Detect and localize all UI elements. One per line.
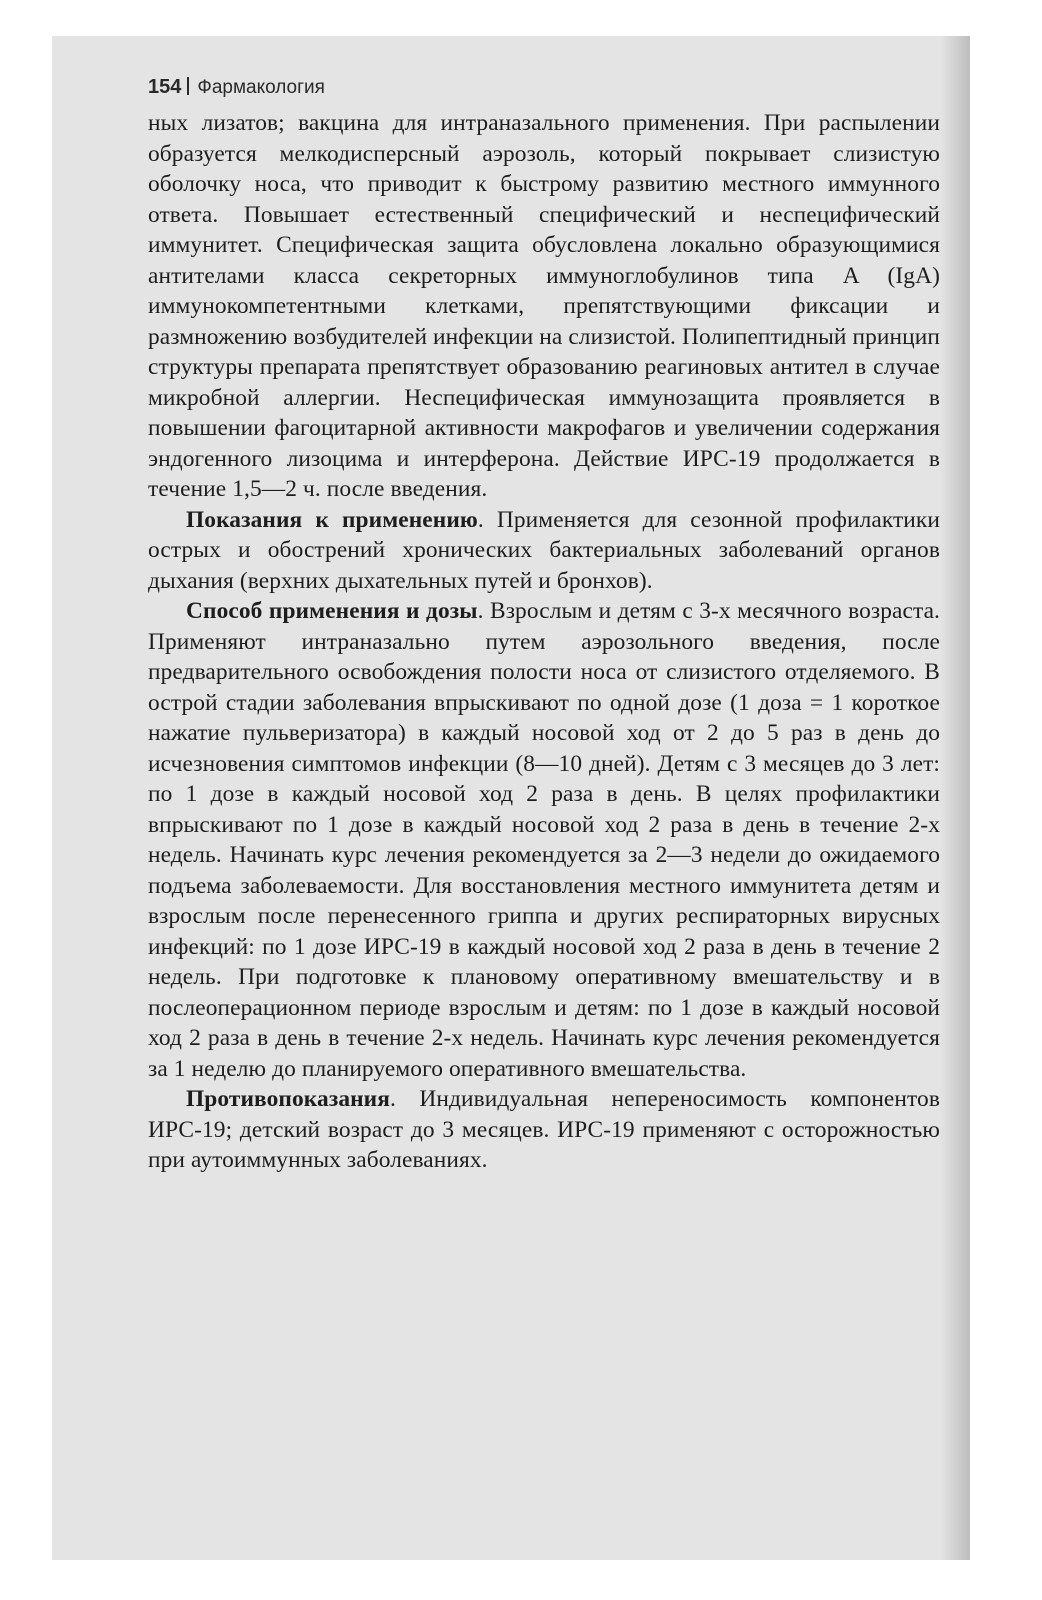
paragraph-text: . Взрослым и детям с 3-х месячного возраста. Применяют интраназально путем аэрозольного введения, после предварительного освобождения полости носа от слизистого отделяемого. В острой стадии заболевания впрыскивают по одной дозе (1 доза = 1 короткое нажатие пульверизатора) в каждый носовой ход от 2 до 5 раз в день до исчезновения симптомов инфекции (8—10 дней). Детям с 3 месяцев до 3 лет: по 1 дозе в каждый носовой ход 2 раза в день. В целях профилактики впрыскивают по 1 дозе в каждый носовой ход 2 раза в день в течение 2-х недель. Начинать курс лечения рекомендуется за 2—3 недели до ожидаемого подъема заболеваемости. Для восстановления местного иммунитета детям и взрослым после перенесенного гриппа и других респираторных вирусных инфекций: по 1 дозе ИРС-19 в каждый носовой ход 2 раза в день в течение 2 недель. При подготовке к плановому оперативному вмешательству и в послеоперационном периоде взрослым и детям: по 1 дозе в каждый носовой ход 2 раза в день в течение 2-х недель. Начинать курс лечения рекомендуется за 1 неделю до планируемого оперативного вмешательства. (148, 598, 940, 1082)
paragraph-dosage (148, 596, 940, 1084)
running-header (148, 76, 940, 102)
paragraph-text: ных лизатов; вакцина для интраназального применения. При распылении образуется мелкодисперсный аэрозоль, который покрывает слизистую оболочку носа, что приводит к быстрому развитию местного иммунного ответа. Повышает естественный специфический и неспецифический иммунитет. Специфическая защита обусловлена локально образующимися антителами класса секреторных иммуноглобулинов типа A (IgA) иммунокомпетентными клетками, препятствующими фиксации и размножению возбудителей инфекции на слизистой. Полипептидный принцип структуры препарата препятствует образованию реагиновых антител в случае микробной аллергии. Неспецифическая иммунозащита проявляется в повышении фагоцитарной активности макрофагов и увеличении содержания эндогенного лизоцима и интерферона. Действие ИРС-19 продолжается в течение 1,5—2 ч. после введения. (148, 110, 940, 502)
paragraph-continuation (148, 108, 940, 505)
header-divider (187, 77, 189, 95)
paragraph-text: . Применяется для сезонной профилактики острых и обострений хронических бактериальных заболеваний органов дыхания (верхних дыхательных путей и бронхов). (148, 506, 941, 594)
page-number: 154 (148, 76, 182, 98)
section-heading-dosage: Способ применения и дозы (186, 598, 478, 624)
paragraph-indications (148, 505, 940, 597)
book-spine-shadow (940, 36, 970, 1560)
paragraph-contraindications (148, 1084, 940, 1176)
paragraph-text: . Индивидуальная непереносимость компонентов ИРС-19; детский возраст до 3 месяцев. ИРС-19 применяют с осторожностью при аутоиммунных заболеваниях. (148, 1086, 940, 1173)
section-title: Фармакология (197, 77, 325, 98)
section-heading-contraindications: Противопоказания (186, 1086, 391, 1112)
book-page (148, 76, 940, 1176)
section-heading-indications: Показания к применению (186, 506, 478, 533)
